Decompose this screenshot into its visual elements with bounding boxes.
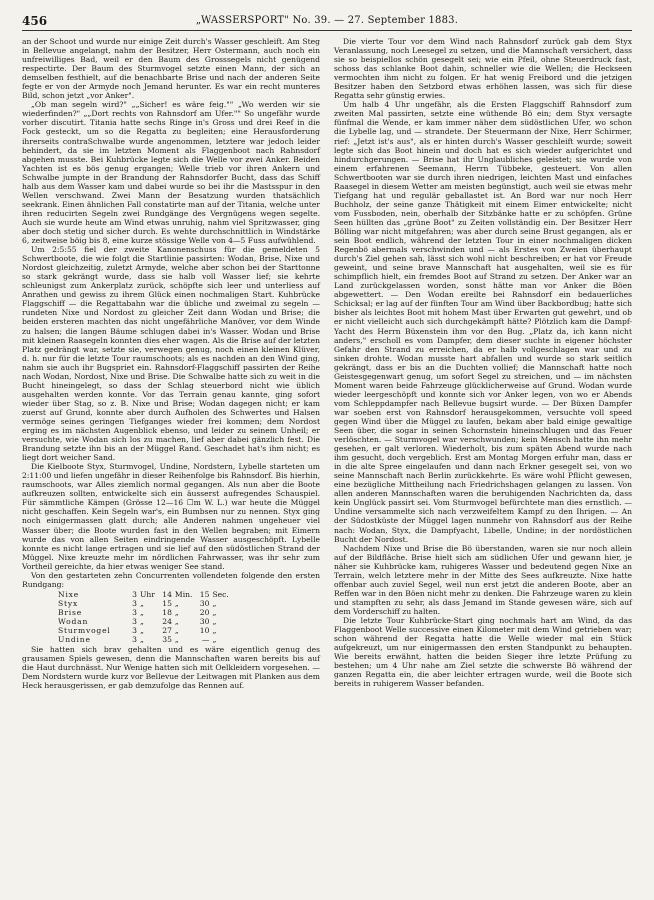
seconds-unit: „ — [212, 598, 217, 608]
hours: 3 — [132, 589, 137, 599]
paragraph: Nachdem Nixe und Brise die Bö überstanden, waren sie nur noch allein auf der Bildfläche. Brise hielt sich am südlichen Ufer und gewann hier, je näher sie Kuhbrücke kam, ruhigeres Wasser und bedeutend gegen Nixe an Terrain, welch letztere mehr in der Mitte des Sees aufkreuzte. Nixe hatte offenbar auch zuviel Segel, weil nun erst jetzt die anderen Boote, aber an Reffen war in den Böen nicht mehr zu denken. Die Fahrzeuge waren zu klein und stampften zu sehr, als dass Jemand im Stande gewesen wäre, sich auf dem Vorderschiff zu halten. — [334, 543, 632, 616]
results-row — [58, 599, 232, 608]
results-row — [58, 608, 232, 617]
seconds-unit: „ — [212, 617, 217, 626]
minutes: 35 — [162, 635, 172, 645]
paragraph: Die letzte Tour Kuhbrücke-Start ging nochmals hart am Wind, da das Flaggenboot Welle successive einen Kilometer mit dem Wind getrieben war; schon während der Regatta hatte die Welle wieder mal ein Stück aufgekreuzt, um nur einigermassen den ersten Standpunkt zu behaupten. Wie bereits erwähnt, hatten die beiden Sieger ihre letzte Prüfung zu bestehen; um 4 Uhr nahe am Ziel setzte die schwerste Bö während der ganzen Regatta ein, die aber leichter ertragen wurde, weil die Boote sich bereits in ruhigerem Wasser befanden. — [334, 616, 632, 689]
minutes: 15 — [162, 598, 172, 608]
results-row — [58, 590, 232, 599]
seconds: 20 — [199, 607, 210, 617]
text-columns — [22, 37, 632, 690]
paragraph: Um halb 4 Uhr ungefähr, als die Ersten Flaggschiff Rahnsdorf zum zweiten Mal passirten, setzte eine wüthende Bö ein; dem Styx versagte fünfmal die Wende, er kam immer näher dem südöstlichen Ufer, wo schon die Lybelle lag, und — strandete. Der Steuermann der Nixe, Herr Schirmer, rief: „Jetzt ist's aus", als er hinten durch's Wasser geschleift wurde; soweit legte sich das Boot hinein und doch hat es sich wieder aufgerichtet und hindurchgerungen. — Brise hat ihr Unglaubliches geleistet; sie wurde von einem erfahrenen Seemann, Herrn Tübbeke, gesteuert. Von allen Schwertbooten war sie durch ihren niedrigen, leichten Mast und einfaches Raasegel in diesem Wetter am meisten begünstigt, auch weil sie etwas mehr Tiefgang hat und regulär geballastet ist. An Bord war nur noch Herr Buchholz, der seine ganze Thätigkeit mit einem Eimer entwickelte; nicht vom Fussboden, nein, oberhalb der Sitzbänke hatte er zu schöpfen. Grüne Seen hüllten das „grüne Boot" zu Zeiten vollständig ein. Der Besitzer Herr Bölling war nicht mitgefahren; was aber durch seine Brust gegangen, als er sein Boot endlich, während der letzten Tour in einer nochmaligen dicken Regenbö abermals verschwinden und — als Erstes von Zweien überhaupt durch's Ziel gehen sah, lässt sich wohl nicht beschreiben; er hat vor Freude geweint, und seine brave Mannschaft hat ausgehalten, weil sie es für schimpflich hielt, ein fremdes Boot auf Strand zu setzen. Der Anker war an Land zurückgelassen worden, sonst hätte man vor Anker die Böen abgewettert. — Den Wodan ereilte bei Rahnsdorf ein bedauerliches Schicksal; er lag auf der fünften Tour am Wind über Backbordbug; hatte sich bisher als leichtes Boot mit hohem Mast über Erwarten gut gewehrt, und ob er nicht vielleicht auch sich durchgekämpft hätte? Plötzlich kam die Dampf-Yacht des Herrn Büxenstein ihm vor den Bug. „Platz da, ich kann nicht anders," erscholl es vom Dampfer, dem dieser suchte in eigener höchster Gefahr den Strand zu erreichen, da er halb vollgeschlagen war und zu sinken drohte. Wodan musste hart abfallen und wurde so stark seitlich gekrängt, dass er bis an die Duchten vollief; die Mannschaft hatte noch Geistesgegenwart genug, um sofort Segel zu streichen, und — im nächsten Moment waren beide Fahrzeuge glücklicherweise auf Grund. Wodan wurde wieder leergeschöpft und konnte sich vor Anker legen, von wo er Abends vom Schleppdampfer nach Bellevue bugsirt wurde. — Der Büxen Dampfer war soeben erst von Rahnsdorf herausgekommen, versuchte voll speed gegen Wind über die Müggel zu laufen, bekam aber bald einige gewaltige Seen über, die sogar in seinen Schornstein hineinschlugen und das Feuer verlöschten. — Sturmvogel war verschwunden; kein Mensch hatte ihn mehr gesehen, er galt verloren. Wiederholt, bis zum späten Abend wurde nach ihm gesucht, doch vergeblich. Erst am Montag Morgen erfuhr man, dass er in die alte Spree eingelaufen und dann nach Erkner gesegelt sei, von wo seine Mannschaft nach Berlin zurückkehrte. Es wäre wohl Pflicht gewesen, eine bezügliche Mittheilung nach Friedrichshagen gelangen zu lassen. Von allen anderen Mannschaften waren die beruhigenden Nachrichten da, dass kein Unglück passirt sei. Vom Sturmvogel befürchtete man dies ernstlich. — Undine versammelte sich nach verzweifeltem Kampf zu den Ihrigen. — An der Südostküste der Müggel lagen nunmehr von Rahnsdorf aus der Reihe nach: Wodan, Styx, die Dampfyacht, Libelle, Undine; in der nordöstlichen Bucht der Nordost. — [334, 100, 632, 544]
seconds: — — [201, 635, 210, 645]
paragraph: an der Schoot und wurde nur einige Zeit durch's Wasser geschleift. Am Steg in Bellevue angelangt, nahm der Besitzer, Herr Ostermann, auch noch ein unfreiwilliges Bad, weil er den Baum des Grosssegels nicht genügend respectirte. Der Baum des Sturmvogel setzte einen Mann, der sich an demselben festhielt, auf die benachbarte Brise und nach der anderen Seite fegte er von der Armyde noch Jemand herunter. Es war ein recht munteres Bild, schon jetzt „vor Anker". — [22, 37, 320, 101]
hours-unit: „ — [140, 626, 144, 636]
boat-name: Nixe — [58, 589, 80, 599]
hours-unit: Uhr — [140, 589, 155, 599]
results-row — [58, 635, 232, 644]
boat-name: Sturmvogel — [58, 626, 111, 636]
results-row — [58, 626, 232, 635]
paragraph: Um 2:5:55 fiel der zweite Kanonenschuss für die gemeldeten 5 Schwertboote, die wie folgt die Startlinie passirten: Wodan, Brise, Nixe und Nordost gleichzeitig, zuletzt Armyde, welche aber schon bei der Starttonne so stark gekrängt wurde, dass sie halb voll Wasser lief; sie kehrte schleunigst zum Ankerplatz zurück, schöpfte sich leer und unterliess auf Anrathen und gewiss zu ihrem Glück einen nochmaligen Start. Kuhbrücke Flaggschiff — die Regattabahn war die übliche und zweimal zu segeln — rundeten Nixe und Nordost zu gleicher Zeit dann Wodan und Brise; die beiden ersteren machten das nicht ungefährliche Manöver, vor dem Winde zu halsen; die langen Bäume schlugen dabei in's Wasser. Wodan und Brise mit kleinen Raasegeln konnten dies eher wagen. Als die Brise auf der letzten Platz gedrängt war, setzte sie, verwegen genug, noch einen kleinen Klüver, d. h. nur für die letzte Tour raumschoots; als es nachden an den Wind ging, nahm sie auch ihr Bugspriet ein. Rahnsdorf-Flaggschiff passirten der Reihe nach Wodan, Nordost, Nixe und Brise. Die Schwalbe hatte sich zu weit in die Bucht hineingelegt, so dass der Schlag steuerbord nicht wie üblich ausgehalten werden konnte. Vor das Terrain genau kannte, ging sofort wieder über Stag, so z. B. Nixe und Brise; Wodan dagegen nicht; er kam zuerst auf Grund, konnte aber durch Aufholen des Schwertes und Halsen vermöge seines geringen Tiefganges wieder frei kommen; dem Nordost erging es im nächsten Augenblick ebenso, und leider zu seinem Unheil; er versuchte, wie Wodan sich los zu machen, lief aber dabei gänzlich fest. Die Brandung setzte ihn bis an der Müggel Rand. Geschadet hat's ihm nicht; es liegt dort weicher Sand. — [22, 245, 320, 463]
hours-unit: „ — [140, 635, 144, 645]
minutes-unit: „ — [174, 598, 179, 608]
minutes-unit: Min. — [174, 589, 193, 599]
hours: 3 — [132, 635, 137, 645]
right-column — [334, 37, 632, 690]
paragraph: Sie hatten sich brav gehalten und es wäre eigentlich genug des grausamen Spiels gewesen, denn die Mannschaften waren bereits bis auf die Haut durchnässt. Nur Wenige hatten sich mit Oelkleidern vorgesehen. — Dem Nordstern wurde kurz vor Bellevue der Leitwagen mit Planken aus dem Heck herausgerissen, er gab demzufolge das Rennen auf. — [22, 645, 320, 691]
minutes-unit: „ — [174, 635, 179, 645]
boat-name: Undine — [58, 635, 91, 645]
seconds-unit: Sec. — [212, 589, 229, 599]
hours-unit: „ — [140, 607, 144, 617]
minutes-unit: „ — [174, 607, 179, 617]
running-title: „WASSERSPORT" No. 39. — 27. September 1883. — [195, 15, 459, 26]
boat-name: Brise — [58, 607, 83, 617]
page-number: 456 — [22, 14, 48, 28]
hours-unit: „ — [140, 598, 144, 608]
minutes: 18 — [162, 607, 172, 617]
seconds-unit: „ — [212, 607, 217, 617]
results-table — [58, 590, 232, 644]
seconds: 10 — [199, 626, 210, 636]
boat-name: Styx — [58, 598, 79, 608]
seconds-unit: „ — [212, 626, 217, 636]
seconds: 30 — [199, 617, 210, 626]
hours: 3 — [132, 617, 137, 626]
hours: 3 — [132, 626, 137, 636]
hours-unit: „ — [140, 617, 144, 626]
minutes-unit: „ — [174, 626, 179, 636]
minutes: 24 — [162, 617, 172, 626]
seconds: 30 — [199, 598, 210, 608]
seconds: 15 — [199, 589, 210, 599]
hours: 3 — [132, 607, 137, 617]
boat-name: Wodan — [58, 617, 89, 626]
paragraph: Von den gestarteten zehn Concurrenten vollendeten folgende den ersten Rundgang: — [22, 570, 320, 589]
paragraph: Die Kielboote Styx, Sturmvogel, Undine, Nordstern, Lybelle starteten um 2:11:00 und liefen ungefähr in dieser Reihenfolge bis Rahnsdorf. Bis hierhin, raumschoots, war Alles ziemlich normal gegangen. Als nun aber die Boote aufkreuzen sollten, entwickelte sich ein äusserst aufregendes Schauspiel. Für sämmtliche Kämpen (Grösse 12—16 ☐m W. L.) war heute die Müggel nicht geschaffen. Kein Segeln war's, ein Bumbsen nur zu nennen. Styx ging noch einigermassen glatt durch; alle Anderen nahmen ungeheuer viel Wasser über; die Boote wurden fast in den Wellen begraben; mit Eimern wurde das von allen Seiten eindringende Wasser ausgeschöpft. Lybelle konnte es nicht lange ertragen und sie lief auf den südöstlichen Strand der Müggel. Nixe kreuzte mehr im nördlichen Fahrwasser, was ihr sehr zum Vortheil gereichte, da hier etwas weniger See stand. — [22, 462, 320, 571]
left-column — [22, 37, 320, 690]
minutes: 14 — [162, 589, 172, 599]
page-header — [22, 14, 632, 31]
results-row — [58, 617, 232, 626]
hours: 3 — [132, 598, 137, 608]
minutes: 27 — [162, 626, 172, 636]
paragraph: Die vierte Tour vor dem Wind nach Rahnsdorf zurück gab dem Styx Veranlassung, noch Leesegel zu setzen, und die Mannschaft versichert, dass sie so beispiellos schön gesegelt sei; wie ein Pfeil, ohne Steuerdruck fast, schoss das schlanke Boot dahin, schneller wie die Wellen; die Heckseen vermochten ihm nicht zu folgen. Er hat wenig Freibord und die jetzigen Besitzer haben den Setzbord etwas erhöhen lassen, was sich für diese Regatta sehr günstig erwies. — [334, 37, 632, 101]
seconds-unit: „ — [212, 635, 217, 645]
minutes-unit: „ — [174, 617, 179, 626]
paragraph: „Ob man segeln wird?" „„Sicher! es wäre feig."" „Wo werden wir sie wiederfinden?" „„Dort rechts von Rahnsdorf am Ufer."" So ungefähr wurde vorher discutirt. Titania hatte sechs Ringe in's Gross und drei Reef in die Fock gesteckt, um so die Regatta zu begleiten; eine Herausforderung ihrerseits contraSchwalbe wurde angenommen, letztere war jedoch leider behindert, da sie im letzten Moment als Flaggenboot nach Rahnsdorf abgehen musste. Bei Kuhbrücke legte sich die Welle vor zwei Anker. Beiden Yachten ist es bös genug ergangen; Welle trieb vor ihren Ankern und Schwalbe jumpte in der Brandung der Rahnsdorfer Bucht, dass das Schiff halb aus dem Wasser kam und dabei wurde so bei ihr die Mastsspur in den Wellen verschwand. Zwei Mann der Besatzung wurden thatsächlich seekrank. Einen ähnlichen Fall constatirte man auf der Titania, welche unter ihren reducirten Segeln zwei Rundgänge des Vergnügens wegen segelte. Auch sie wurde heute am Wind etwas unruhig, nahm viel Spritzwasser, ging aber doch stetig und sicher durch. Es wehte durchschnittlich in Windstärke 6, zeitweise böig bis 8, eine kurze stössige Welle von 4—5 Fuss aufwühlend. — [22, 100, 320, 246]
